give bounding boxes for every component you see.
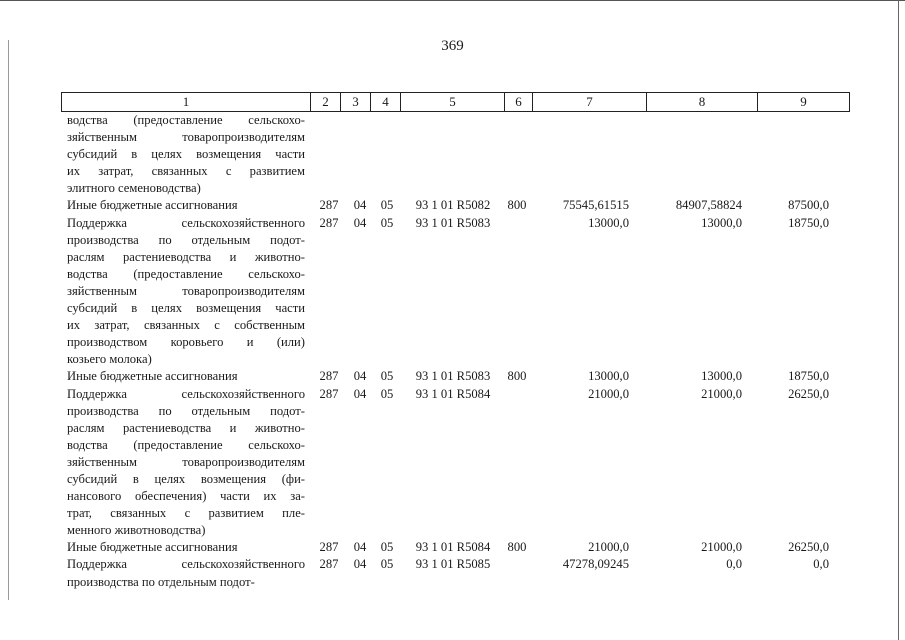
description-line: Иные бюджетные ассигнования <box>67 369 238 384</box>
cell-col-4: 05 <box>380 386 394 401</box>
cell-col-8: 13000,0 <box>701 215 742 230</box>
row-description <box>67 112 305 197</box>
table-row <box>67 215 847 369</box>
cell-col-5: 93 1 01 R5082 <box>415 198 491 213</box>
cell-col-3: 04 <box>353 540 367 555</box>
cell-col-5: 93 1 01 R5084 <box>415 540 491 555</box>
cell-col-3: 04 <box>353 369 367 384</box>
page-edge-left <box>8 40 9 600</box>
cell-col-8: 84907,58824 <box>675 198 742 213</box>
description-line: производства по отдельным подот- <box>67 232 305 247</box>
cell-col-3: 04 <box>353 198 367 213</box>
description-line: Иные бюджетные ассигнования <box>67 540 238 555</box>
cell-col-2: 287 <box>319 369 339 384</box>
table-row <box>67 197 847 214</box>
cell-col-4: 05 <box>380 369 394 384</box>
cell-col-6: 800 <box>507 198 527 213</box>
cell-col-8: 21000,0 <box>701 540 742 555</box>
table-row <box>67 368 847 385</box>
cell-col-7: 47278,09245 <box>562 557 629 572</box>
page-number: 369 <box>441 38 464 54</box>
description-line: водства (предоставление сельскохо- <box>67 437 305 452</box>
description-line: Поддержка сельскохозяйственного <box>67 557 305 572</box>
description-line: зяйственным товаропроизводителям <box>67 283 305 298</box>
description-line: Иные бюджетные ассигнования <box>67 198 238 213</box>
page-edge-right <box>898 0 899 640</box>
description-line: зяйственным товаропроизводителям <box>67 130 305 145</box>
row-description <box>67 197 305 214</box>
cell-col-6: 800 <box>507 540 527 555</box>
header-col-7: 7 <box>533 93 647 111</box>
row-description <box>67 386 305 540</box>
description-line: элитного семеноводства) <box>67 181 201 196</box>
header-col-9: 9 <box>800 94 807 109</box>
description-line: водства (предоставление сельскохо- <box>67 266 305 281</box>
cell-col-7: 13000,0 <box>588 215 629 230</box>
row-description <box>67 539 305 556</box>
description-line: производством коровьего и (или) <box>67 335 305 350</box>
description-line: производства по отдельным подот- <box>67 403 305 418</box>
cell-col-9: 18750,0 <box>788 369 829 384</box>
header-col-8: 8 <box>647 93 758 111</box>
cell-col-8: 21000,0 <box>701 386 742 401</box>
header-col-5: 5 <box>401 93 505 111</box>
cell-col-7: 21000,0 <box>588 540 629 555</box>
description-line: нансового обеспечения) части их за- <box>67 489 305 504</box>
table-row <box>67 112 847 197</box>
cell-col-9: 87500,0 <box>788 198 829 213</box>
table-header <box>61 92 850 112</box>
cell-col-8: 13000,0 <box>701 369 742 384</box>
page-edge-top <box>0 0 905 1</box>
table-row <box>67 539 847 556</box>
cell-col-7: 21000,0 <box>588 386 629 401</box>
description-line: субсидий в целях возмещения части <box>67 301 305 316</box>
description-line: козьего молока) <box>67 352 152 367</box>
description-line: зяйственным товаропроизводителям <box>67 454 305 469</box>
cell-col-6: 800 <box>507 369 527 384</box>
cell-col-9: 0,0 <box>813 557 829 572</box>
description-line: производства по отдельным подот- <box>67 574 255 589</box>
description-line: их затрат, связанных с развитием <box>67 164 305 179</box>
cell-col-2: 287 <box>319 386 339 401</box>
cell-col-9: 26250,0 <box>788 540 829 555</box>
table-row <box>67 386 847 540</box>
row-description <box>67 215 305 369</box>
row-description <box>67 556 305 590</box>
cell-col-8: 0,0 <box>726 557 742 572</box>
row-description <box>67 368 305 385</box>
cell-col-5: 93 1 01 R5083 <box>415 369 491 384</box>
table-row <box>67 556 847 590</box>
cell-col-2: 287 <box>319 215 339 230</box>
cell-col-5: 93 1 01 R5085 <box>415 557 491 572</box>
header-col-6: 6 <box>505 93 533 111</box>
header-col-2: 2 <box>311 93 341 111</box>
cell-col-7: 13000,0 <box>588 369 629 384</box>
cell-col-4: 05 <box>380 198 394 213</box>
description-line: их затрат, связанных с собственным <box>67 318 305 333</box>
cell-col-4: 05 <box>380 557 394 572</box>
cell-col-2: 287 <box>319 198 339 213</box>
description-line: субсидий в целях возмещения части <box>67 147 305 162</box>
description-line: Поддержка сельскохозяйственного <box>67 386 305 401</box>
header-col-4: 4 <box>371 93 401 111</box>
cell-col-5: 93 1 01 R5083 <box>415 215 491 230</box>
description-line: раслям растениеводства и животно- <box>67 249 305 264</box>
header-col-1: 1 <box>62 93 311 111</box>
table-body <box>67 112 847 591</box>
description-line: водства (предоставление сельскохо- <box>67 113 305 127</box>
cell-col-4: 05 <box>380 540 394 555</box>
cell-col-2: 287 <box>319 557 339 572</box>
cell-col-3: 04 <box>353 215 367 230</box>
cell-col-4: 05 <box>380 215 394 230</box>
cell-col-5: 93 1 01 R5084 <box>415 386 491 401</box>
description-line: Поддержка сельскохозяйственного <box>67 215 305 230</box>
cell-col-7: 75545,61515 <box>562 198 629 213</box>
cell-col-9: 26250,0 <box>788 386 829 401</box>
cell-col-3: 04 <box>353 386 367 401</box>
cell-col-3: 04 <box>353 557 367 572</box>
header-col-3: 3 <box>341 93 371 111</box>
description-line: раслям растениеводства и животно- <box>67 420 305 435</box>
description-line: менного животноводства) <box>67 523 206 538</box>
cell-col-9: 18750,0 <box>788 215 829 230</box>
description-line: субсидий в целях возмещения (фи- <box>67 471 305 486</box>
description-line: трат, связанных с развитием пле- <box>67 506 305 521</box>
cell-col-2: 287 <box>319 540 339 555</box>
